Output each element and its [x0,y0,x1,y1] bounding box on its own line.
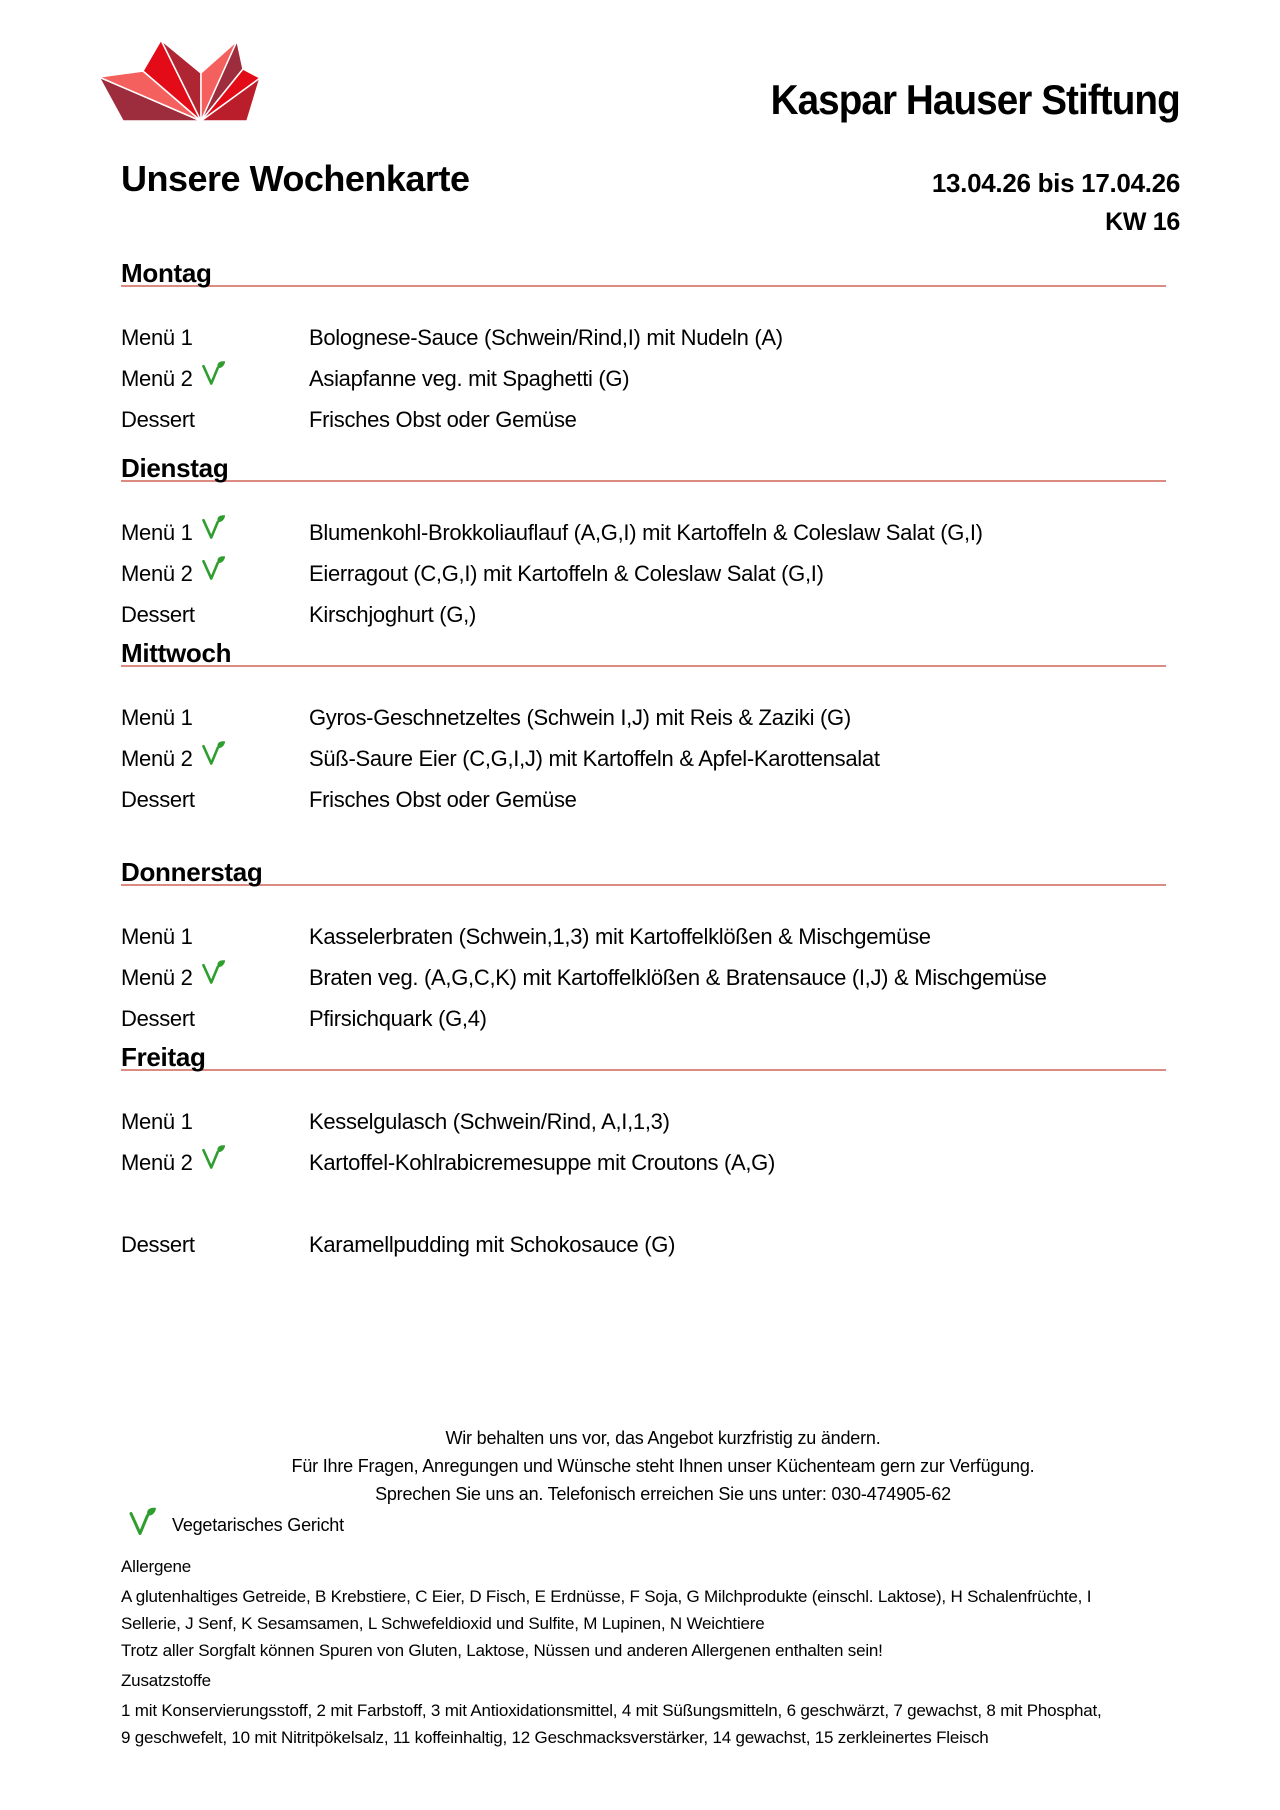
day-section-mittwoch [121,638,1166,815]
menu-row [121,518,1166,548]
allergens-warning: Trotz aller Sorgfalt können Spuren von Gluten, Laktose, Nüssen und anderen Allergenen enthalten sein! [121,1641,883,1660]
menu-label: Menü 1 [121,520,193,545]
dish-text: Blumenkohl-Brokkoliauflauf (A,G,I) mit Kartoffeln & Coleslaw Salat (G,I) [309,520,983,545]
menu-label: Menü 1 [121,1109,193,1134]
calendar-week: KW 16 [1105,208,1180,236]
allergens-line-1: A glutenhaltiges Getreide, B Krebstiere, C Eier, D Fisch, E Erdnüsse, F Soja, G Milchprodukte (einschl. Laktose), H Schalenfrüchte, I [121,1587,1092,1606]
menu-row [121,364,1166,394]
vegetarian-icon [200,360,226,388]
additives-title: Zusatzstoffe [121,1671,211,1690]
footer-notes [121,1424,1205,1508]
menu-row [121,744,1166,774]
vegetarian-icon [200,514,226,542]
menu-label: Dessert [121,1006,195,1031]
menu-label: Menü 1 [121,705,193,730]
date-range: 13.04.26 bis 17.04.26 [931,168,1180,198]
note-phone: Sprechen Sie uns an. Telefonisch erreichen Sie uns unter: 030-474905-62 [375,1484,951,1504]
day-heading: Montag [121,261,1166,287]
vegetarian-icon [200,1144,226,1172]
note-change-reservation: Wir behalten uns vor, das Angebot kurzfristig zu ändern. [445,1428,881,1448]
allergens-title: Allergene [121,1557,192,1576]
menu-row [121,1107,1166,1137]
menu-label: Menü 1 [121,924,193,949]
day-heading: Dienstag [121,456,1166,482]
day-section-dienstag [121,453,1166,630]
organization-logo-icon [97,31,262,123]
day-heading: Freitag [121,1045,1166,1071]
menu-row [121,703,1166,733]
vegetarian-legend [127,1506,344,1539]
note-kitchen-team: Für Ihre Fragen, Anregungen und Wünsche steht Ihnen unser Küchenteam gern zur Verfügung. [291,1456,1035,1476]
page-title: Unsere Wochenkarte [121,158,470,199]
dish-text: Kesselgulasch (Schwein/Rind, A,I,1,3) [309,1109,670,1134]
dish-text: Süß-Saure Eier (C,G,I,J) mit Kartoffeln & Apfel-Karottensalat [309,746,880,771]
dish-text: Asiapfanne veg. mit Spaghetti (G) [309,366,630,391]
menu-label: Dessert [121,602,195,627]
menu-label: Menü 2 [121,746,193,771]
day-heading: Mittwoch [121,641,1166,667]
menu-label: Dessert [121,407,195,432]
dish-text: Karamellpudding mit Schokosauce (G) [309,1232,676,1257]
menu-label: Menü 2 [121,965,193,990]
dish-text: Pfirsichquark (G,4) [309,1006,487,1031]
additives-line-1: 1 mit Konservierungsstoff, 2 mit Farbstoff, 3 mit Antioxidationsmittel, 4 mit Süßungsmitteln, 6 geschwärzt, 7 gewachst, 8 mit Phosphat, [121,1701,1102,1720]
menu-row [121,600,1166,630]
menu-row [121,1004,1166,1034]
dish-text: Gyros-Geschnetzeltes (Schwein I,J) mit Reis & Zaziki (G) [309,705,851,730]
additives-line-2: 9 geschwefelt, 10 mit Nitritpökelsalz, 11 koffeinhaltig, 12 Geschmacksverstärker, 14 gewachst, 15 zerkleinertes Fleisch [121,1728,989,1747]
day-section-freitag [121,1042,1166,1260]
fineprint [121,1553,1231,1751]
menu-label: Menü 1 [121,325,193,350]
day-section-montag [121,258,1166,435]
vegetarian-icon [200,555,226,583]
day-heading: Donnerstag [121,860,1166,886]
menu-row [121,405,1166,435]
organization-name: Kaspar Hauser Stiftung [770,76,1180,123]
allergens-line-2: Sellerie, J Senf, K Sesamsamen, L Schwefeldioxid und Sulfite, M Lupinen, N Weichtiere [121,1614,765,1633]
menu-row [121,1148,1166,1178]
menu-row [121,1230,1166,1260]
vegetarian-icon [200,740,226,768]
dish-text: Kartoffel-Kohlrabicremesuppe mit Croutons (A,G) [309,1150,776,1175]
vegetarian-icon [127,1506,157,1539]
menu-label: Menü 2 [121,366,193,391]
menu-label: Dessert [121,787,195,812]
menu-label: Dessert [121,1232,195,1257]
dish-text: Frisches Obst oder Gemüse [309,407,577,432]
menu-row [121,922,1166,952]
menu-row [121,963,1166,993]
title-row [121,160,1180,199]
menu-row [121,323,1166,353]
dish-text: Eierragout (C,G,I) mit Kartoffeln & Coleslaw Salat (G,I) [309,561,824,586]
menu-row [121,559,1166,589]
day-section-donnerstag [121,857,1166,1034]
dish-text: Kirschjoghurt (G,) [309,602,476,627]
menu-label: Menü 2 [121,561,193,586]
dish-text: Frisches Obst oder Gemüse [309,787,577,812]
vegetarian-icon [200,959,226,987]
menu-row [121,785,1166,815]
dish-text: Braten veg. (A,G,C,K) mit Kartoffelklößen & Bratensauce (I,J) & Mischgemüse [309,965,1047,990]
dish-text: Kasselerbraten (Schwein,1,3) mit Kartoffelklößen & Mischgemüse [309,924,931,949]
menu-label: Menü 2 [121,1150,193,1175]
dish-text: Bolognese-Sauce (Schwein/Rind,I) mit Nudeln (A) [309,325,783,350]
vegetarian-legend-label: Vegetarisches Gericht [172,1515,344,1535]
